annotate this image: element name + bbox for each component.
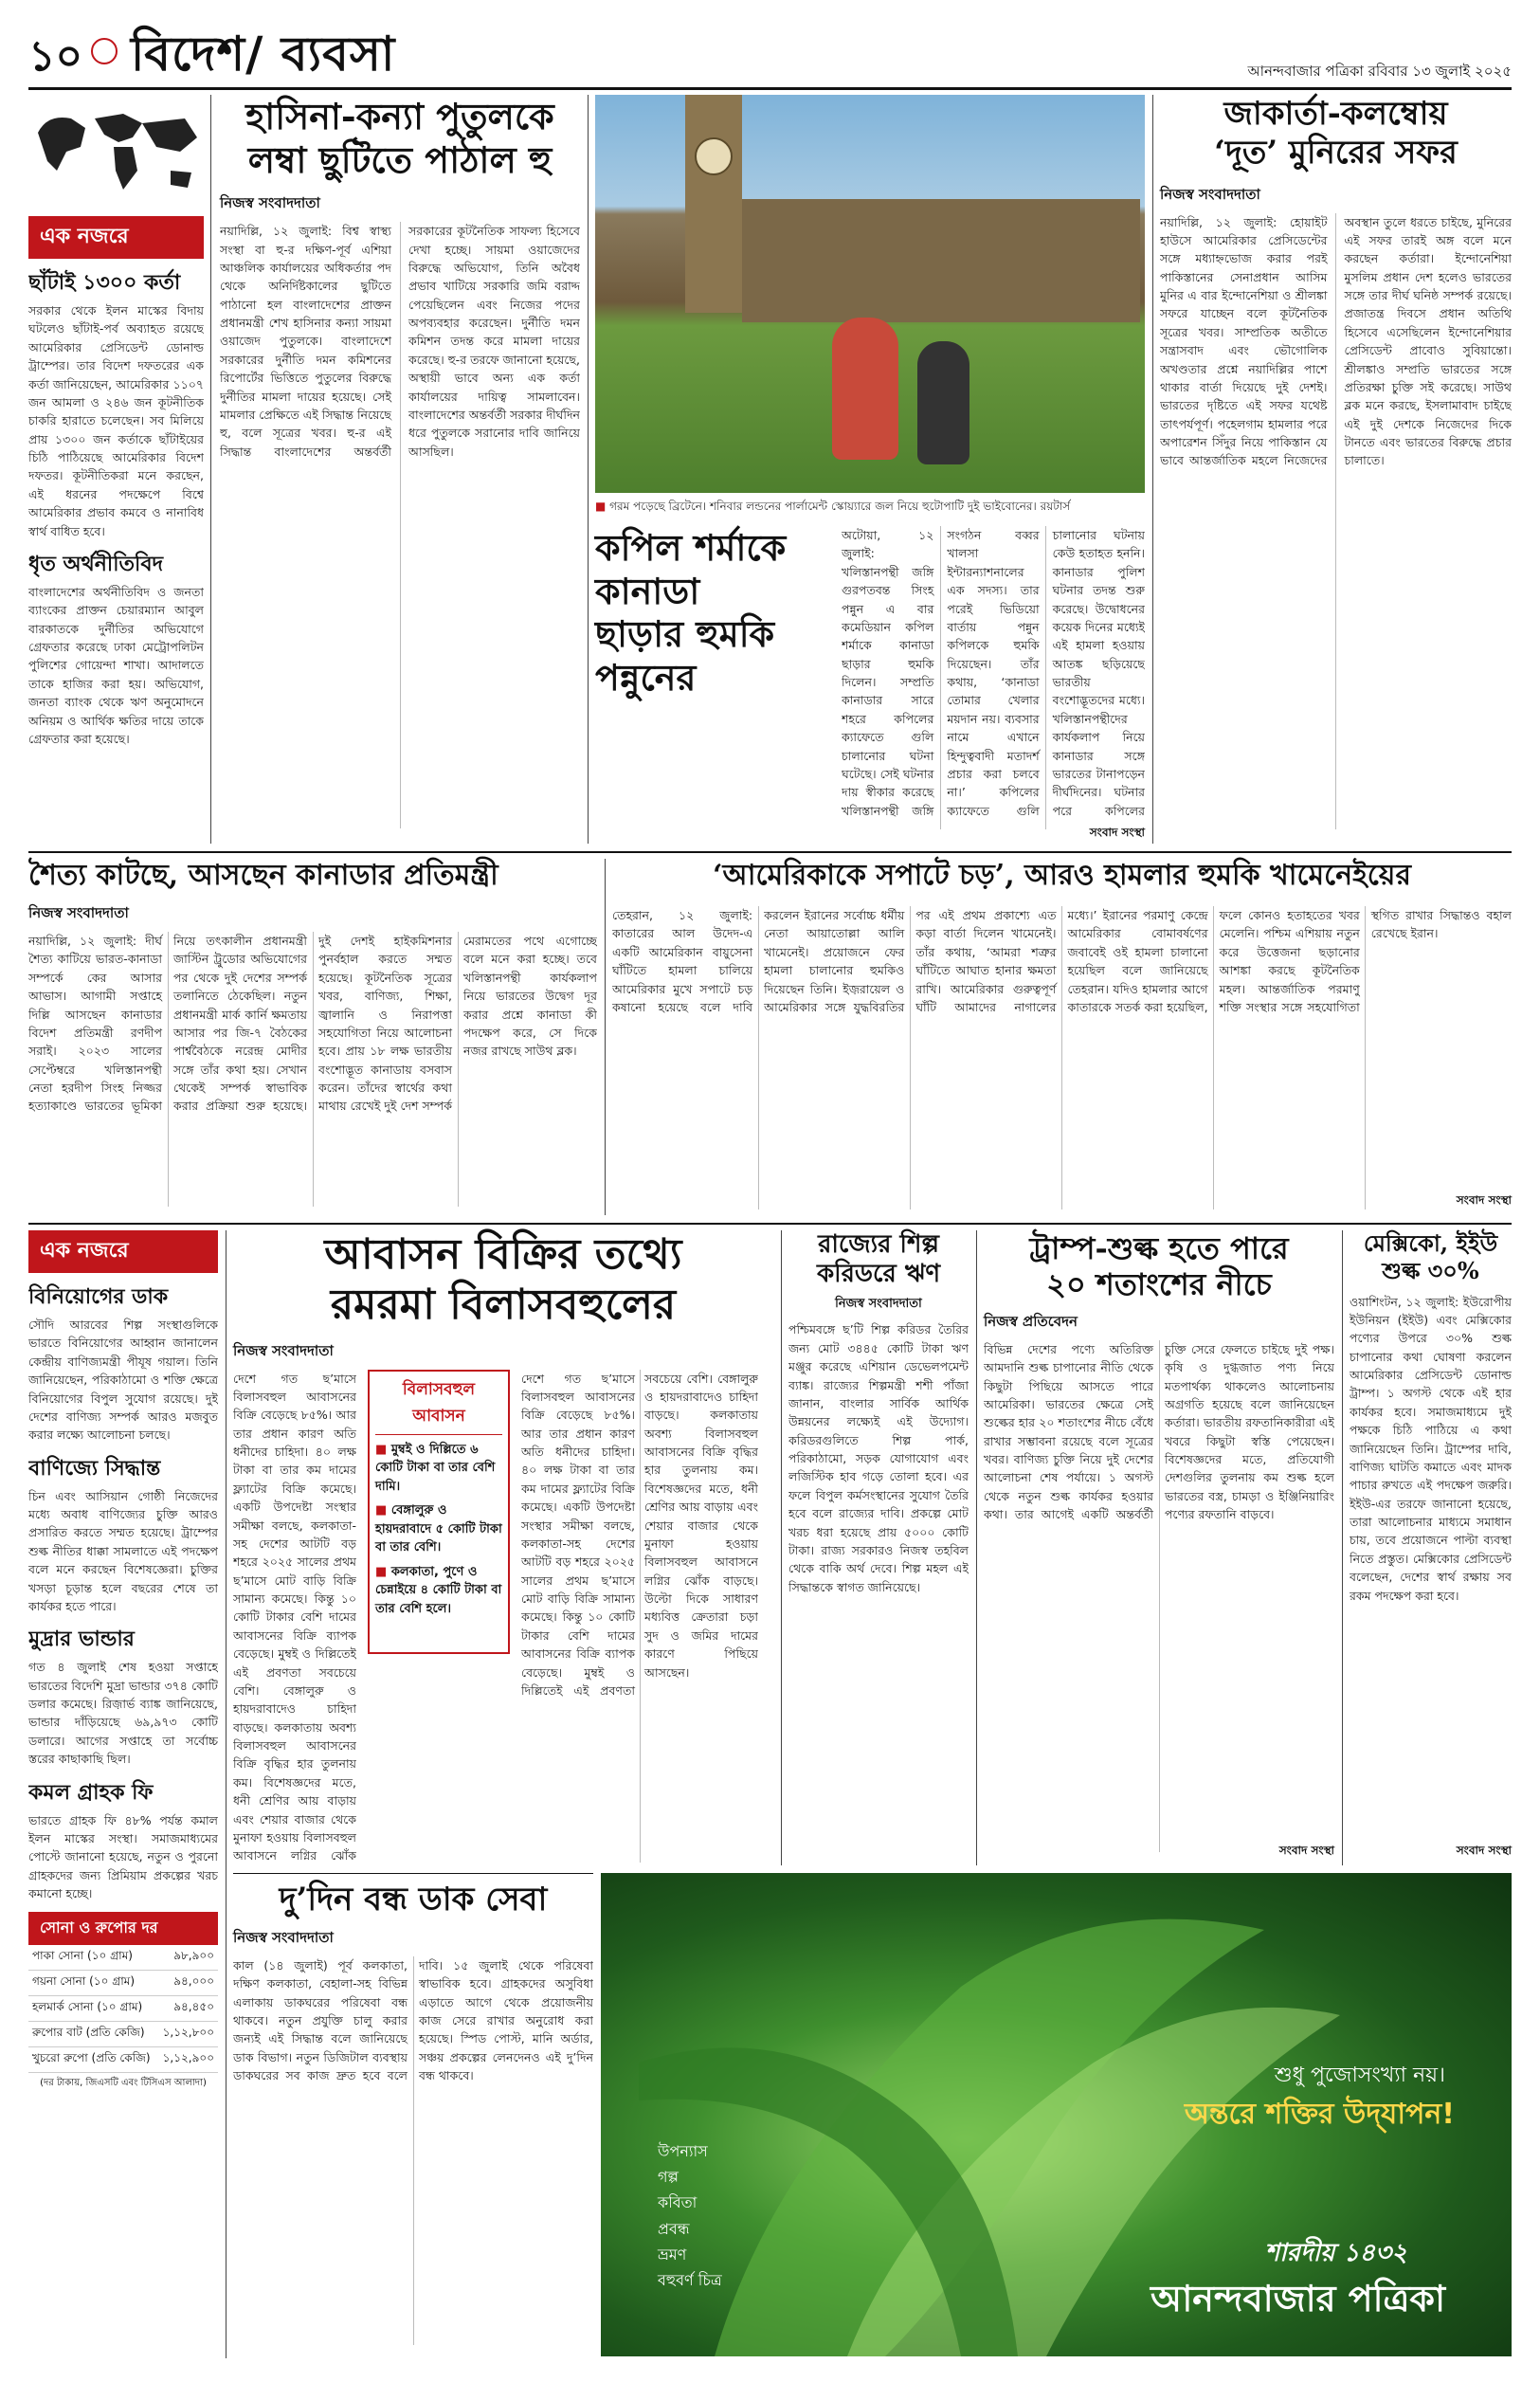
brief-title: মুদ্রার ভান্ডার bbox=[28, 1627, 135, 1652]
dateline: আনন্দবাজার পত্রিকা রবিবার ১৩ জুলাই ২০২৫ bbox=[1247, 63, 1512, 80]
brief-label: এক নজরে bbox=[28, 216, 204, 259]
box-title: বিলাসবহুল আবাসন bbox=[375, 1377, 502, 1435]
headline: ‘আমেরিকাকে সপাটে চড়’, আরও হামলার হুমকি খামেনেইয়ের bbox=[713, 859, 1411, 892]
story-mexico bbox=[1350, 1230, 1512, 1865]
story-canada bbox=[28, 859, 597, 1215]
table-row: হলমার্ক সোনা (১০ গ্রাম) ৯৪,৪৫০ bbox=[28, 1996, 218, 2022]
signoff: সংবাদ সংস্থা bbox=[1451, 1192, 1512, 1211]
brief-text: বাংলাদেশের অর্থনীতিবিদ ও জনতা ব্যাংকের প্রাক্তন চেয়ারম্যান আবুল বারকাতকে দুর্নীতির অভিযোগে গ্রেফতার করেছে ঢাকা মেট্রোপলিটন পুলিশের গোয়েন্দা শাখা। আদালতে তাকে হাজির করা হয়। অভিযোগ, জনতা ব্যাংক থেকে ঋণ অনুমোদনে অনিয়ম ও আর্থিক ক্ষতির দায়ে তাকে গ্রেফতার করা হয়েছে। bbox=[28, 584, 204, 746]
brief-text: ভারতে গ্রাহক ফি ৪৮% পর্যন্ত কমাল ইলন মাস্কের সংস্থা। সমাজমাধ্যমের পোস্টে জানানো হয়েছে, নতুন ও পুরনো গ্রাহকদের জন্য প্রিমিয়াম প্রকল্পের খরচ কমানো হচ্ছে। bbox=[28, 1812, 218, 1900]
left-brief-column bbox=[28, 95, 204, 844]
story-hasina bbox=[220, 95, 580, 844]
story-corridor bbox=[788, 1230, 969, 1865]
page-number: ১০ bbox=[28, 32, 83, 81]
clock-face bbox=[695, 137, 733, 175]
clock-tower bbox=[685, 95, 742, 313]
child-figure bbox=[832, 318, 898, 460]
headline: রাজ্যের শিল্প করিডরে ঋণ bbox=[816, 1230, 941, 1289]
article-body: কাল (১৪ জুলাই) পূর্ব কলকাতা, দক্ষিণ কলকাতা, বেহালা-সহ বিভিন্ন এলাকায় ডাকঘরের পরিষেবা বন্ধ থাকবে। নতুন প্রযুক্তি চালু করার জন্যই এই সিদ্ধান্ত বলে জানিয়েছে ডাক বিভাগ। নতুন ডিজিটাল ব্যবস্থায় ডাকঘরের সব কাজ দ্রুত হবে বলে দাবি। ১৫ জুলাই থেকে পরিষেবা স্বাভাবিক হবে। গ্রাহকদের অসুবিধা এড়াতে আগে থেকে প্রয়োজনীয় কাজ সেরে রাখার অনুরোধ করা হয়েছে। স্পিড পোস্ট, মানি অর্ডার, সঞ্চয় প্রকল্পের লেনদেনও এই দু’দিন বন্ধ থাকবে। bbox=[233, 1957, 593, 2083]
byline: নিজস্ব প্রতিবেদন bbox=[984, 1312, 1078, 1330]
gold-rate-table bbox=[28, 1912, 218, 2092]
box-point: ■ বেঙ্গালুরু ও হায়দরাবাদে ৫ কোটি টাকা বা তার বেশি। bbox=[375, 1503, 502, 1555]
byline: নিজস্ব সংবাদদাতা bbox=[233, 1341, 334, 1359]
brief-title: বাণিজ্যে সিদ্ধান্ত bbox=[28, 1455, 161, 1481]
table-row: খুচরো রুপো (প্রতি কেজি) ১,১২,৯০০ bbox=[28, 2047, 218, 2073]
headline: কপিল শর্মাকে কানাডা ছাড়ার হুমকি পন্নুনের bbox=[595, 526, 787, 699]
ad-tagline-highlight: অন্তরে শক্তির উদ্‌যাপন! bbox=[1184, 2098, 1455, 2131]
logo-mark bbox=[91, 38, 118, 64]
story-iran bbox=[612, 859, 1512, 1215]
headline: মেক্সিকো, ইইউ শুল্ক ৩০% bbox=[1363, 1229, 1498, 1284]
advertisement[interactable] bbox=[601, 1873, 1512, 2356]
info-box bbox=[368, 1370, 510, 1654]
byline: নিজস্ব সংবাদদাতা bbox=[835, 1297, 922, 1312]
article-body: তেহরান, ১২ জুলাই: কাতারের আল উদেদ-এ একটি আমেরিকান বায়ুসেনা ঘাঁটিতে হামলা চালিয়ে আমেরিকার মুখে সপাটে চড় কষানো হয়েছে বলে দাবি করলেন ইরানের সর্বোচ্চ ধর্মীয় নেতা আয়াতোল্লা আলি খামেনেই। প্রয়োজনে ফের হামলা চালানোর হুমকিও দিয়েছেন তিনি। ইজ়রায়েল ও আমেরিকার সঙ্গে যুদ্ধবিরতির পর এই প্রথম প্রকাশ্যে এত কড়া বার্তা দিলেন খামেনেই। তাঁর কথায়, ‘আমরা শত্রুর ঘাঁটিতে আঘাত হানার ক্ষমতা রাখি। আমেরিকার গুরুত্বপূর্ণ ঘাঁটি আমাদের নাগালের মধ্যে।’ ইরানের পরমাণু কেন্দ্রে আমেরিকার বোমাবর্ষণের জবাবেই ওই হামলা চালানো হয়েছিল বলে জানিয়েছে তেহরান। যদিও হামলার আগে কাতারকে সতর্ক করা হয়েছিল, ফলে কোনও হতাহতের খবর মেলেনি। পশ্চিম এশিয়ায় নতুন করে উত্তেজনা ছড়ানোর আশঙ্কা করছে কূটনৈতিক মহল। আন্তর্জাতিক পরমাণু শক্তি সংস্থার সঙ্গে সহযোগিতা স্থগিত রাখার সিদ্ধান্তও বহাল রেখেছে ইরান। bbox=[612, 908, 1512, 1014]
box-point: ■ কলকাতা, পুণে ও চেন্নাইয়ে ৪ কোটি টাকা বা তার বেশি হলে। bbox=[375, 1564, 502, 1616]
article-body-continued: দেশে গত ছ’মাসে বিলাসবহুল আবাসনের বিক্রি বেড়েছে ৮৫%। আর তার প্রধান কারণ অতি ধনীদের চাহিদা। ৪০ লক্ষ টাকা বা তার কম দামের ফ্ল্যাটের বিক্রি কমেছে। একটি উপদেষ্টা সংস্থার সমীক্ষা বলছে, কলকাতা-সহ দেশের আটটি বড় শহরে ২০২৫ সালের প্রথম ছ’মাসে মোট বাড়ি বিক্রি সামান্য কমেছে। কিন্তু ১০ কোটি টাকার বেশি দামের আবাসনের বিক্রি ব্যাপক বেড়েছে। মুম্বই ও দিল্লিতেই এই প্রবণতা সবচেয়ে বেশি। বেঙ্গালুরু ও হায়দরাবাদেও চাহিদা বাড়ছে। কলকাতায় অবশ্য বিলাসবহুল আবাসনের বিক্রি বৃদ্ধির হার তুলনায় কম। বিশেষজ্ঞদের মতে, ধনী শ্রেণির আয় বাড়ায় এবং শেয়ার বাজার থেকে মুনাফা হওয়ায় বিলাসবহুল আবাসনে লগ্নির ঝোঁক বাড়ছে। উল্টো দিকে সাধারণ মধ্যবিত্ত ক্রেতারা চড়া সুদ ও জমির দামের কারণে পিছিয়ে আসছেন। bbox=[521, 1371, 758, 1698]
table-row: রুপোর বাট (প্রতি কেজি) ১,১২,৮০০ bbox=[28, 2022, 218, 2047]
page-header bbox=[28, 19, 1512, 85]
ad-tagline: শুধু পুজোসংখ্যা নয়। bbox=[1274, 2064, 1445, 2087]
ad-brand: আনন্দবাজার পত্রিকা bbox=[1150, 2277, 1445, 2319]
signoff: সংবাদ সংস্থা bbox=[1274, 1843, 1334, 1862]
byline: নিজস্ব সংবাদদাতা bbox=[28, 904, 129, 921]
article-body: নয়াদিল্লি, ১২ জুলাই: বিশ্ব স্বাস্থ্য সংস্থা বা হু-র দক্ষিণ-পূর্ব এশিয়া আঞ্চলিক কার্যালয়ের অধিকর্তার পদ থেকে অনির্দিষ্টকালের ছুটিতে পাঠানো হল বাংলাদেশের প্রাক্তন প্রধানমন্ত্রী শেখ হাসিনার কন্যা সায়মা ওয়াজেদ পুতুলকে। বাংলাদেশে সরকারের দুর্নীতি দমন কমিশনের রিপোর্টের ভিত্তিতে পুতুলের বিরুদ্ধে দুর্নীতির মামলা দায়ের হয়েছে। সেই মামলার প্রেক্ষিতে এই সিদ্ধান্ত নিয়েছে হু, বলে সূত্রের খবর। হু-র এই সিদ্ধান্ত বাংলাদেশের অন্তর্বর্তী সরকারের কূটনৈতিক সাফল্য হিসেবে দেখা হচ্ছে। সায়মা ওয়াজেদের বিরুদ্ধে অভিযোগ, তিনি অবৈধ প্রভাব খাটিয়ে সরকারি জমি বরাদ্দ পেয়েছিলেন এবং নিজের পদের অপব্যবহার করেছেন। দুর্নীতি দমন কমিশন তদন্ত করে মামলা দায়ের করেছে। হু-র তরফে জানানো হয়েছে, অস্থায়ী ভাবে অন্য এক কর্তা কার্যালয়ের দায়িত্ব সামলাবেন। বাংলাদেশের অন্তর্বর্তী সরকার দীর্ঘদিন ধরে পুতুলকে সরানোর দাবি জানিয়ে আসছিল। bbox=[220, 224, 580, 459]
story-post bbox=[233, 1881, 593, 2355]
story-jakarta bbox=[1160, 95, 1512, 844]
box-point: ■ মুম্বই ও দিল্লিতে ৬ কোটি টাকা বা তার বেশি দামি। bbox=[375, 1442, 496, 1494]
brief-title: বিনিয়োগের ডাক bbox=[28, 1284, 169, 1309]
brief-text: গত ৪ জুলাই শেষ হওয়া সপ্তাহে ভারতের বিদেশি মুদ্রা ভান্ডার ৩৭৪ কোটি ডলার কমেছে। রিজ়ার্ভ ব্যাঙ্ক জানিয়েছে, ভান্ডার দাঁড়িয়েছে ৬৯,৯৭৩ কোটি ডলারে। আগের সপ্তাহে তা সর্বোচ্চ স্তরের কাছাকাছি ছিল। bbox=[28, 1660, 218, 1767]
brief-item bbox=[28, 548, 204, 748]
signoff: সংবাদ সংস্থা bbox=[1084, 825, 1145, 844]
headline: আবাসন বিক্রির তথ্যে রমরমা বিলাসবহুলের bbox=[324, 1230, 682, 1329]
brief-item bbox=[28, 1452, 218, 1616]
article-body: নয়াদিল্লি, ১২ জুলাই: হোয়াইট হাউসে আমেরিকার প্রেসিডেন্টের সঙ্গে মধ্যাহ্নভোজ করার পরই পাকিস্তানের সেনাপ্রধান আসিম মুনির এ বার ইন্দোনেশিয়া ও শ্রীলঙ্কা সফরে যাচ্ছেন বলে কূটনৈতিক সূত্রের খবর। সাম্প্রতিক অতীতে সন্ত্রাসবাদ এবং ভৌগোলিক অখণ্ডতার প্রশ্নে নয়াদিল্লির পাশে থাকার বার্তা দিয়েছে দুই দেশই। ভারতের দৃষ্টিতে এই সফর যথেষ্ট তাৎপর্যপূর্ণ। পহেলগাম হামলার পরে অপারেশন সিঁদুর নিয়ে পাকিস্তান যে ভাবে আন্তর্জাতিক মহলে নিজেদের অবস্থান তুলে ধরতে চাইছে, মুনিরের এই সফর তারই অঙ্গ বলে মনে করছেন কর্তারা। ইন্দোনেশিয়া মুসলিম প্রধান দেশ হলেও ভারতের সঙ্গে তার দীর্ঘ ঘনিষ্ঠ সম্পর্ক রয়েছে। প্রজাতন্ত্র দিবসে প্রধান অতিথি হিসেবে এসেছিলেন ইন্দোনেশিয়ার প্রেসিডেন্ট প্রাবোও সুবিয়ান্তো। শ্রীলঙ্কাও সম্প্রতি ভারতের সঙ্গে প্রতিরক্ষা চুক্তি সই করেছে। সাউথ ব্লক মনে করছে, ইসলামাবাদ চাইছে এই দুই দেশকে নিজেদের দিকে টানতে এবং ভারতের বিরুদ্ধে প্রচার চালাতে। bbox=[1160, 214, 1512, 468]
byline: নিজস্ব সংবাদদাতা bbox=[220, 194, 320, 212]
table-row: গয়না সোনা (১০ গ্রাম) ৯৪,০০০ bbox=[28, 1971, 218, 1996]
world-map-icon bbox=[28, 95, 204, 209]
parliament-building bbox=[742, 199, 1140, 322]
table-title: সোনা ও রুপোর দর bbox=[28, 1912, 218, 1945]
ad-brand-line: শারদীয় ১৪৩২ bbox=[1264, 2239, 1407, 2267]
article-body: নয়াদিল্লি, ১২ জুলাই: দীর্ঘ শৈত্য কাটিয়ে ভারত-কানাডা সম্পর্কে কের আসার আভাস। আগামী সপ্তাহে দিল্লি আসছেন কানাডার বিদেশ প্রতিমন্ত্রী রণদীপ সরাই। ২০২৩ সালের সেপ্টেম্বরে খলিস্তানপন্থী নেতা হরদীপ সিংহ নিজ্জর হত্যাকাণ্ডে ভারতের ভূমিকা নিয়ে তৎকালীন প্রধানমন্ত্রী জাস্টিন ট্রুডোর অভিযোগের পর থেকে দুই দেশের সম্পর্ক তলানিতে ঠেকেছিল। নতুন প্রধানমন্ত্রী মার্ক কার্নি ক্ষমতায় আসার পর জি-৭ বৈঠকের পার্শ্ববৈঠকে নরেন্দ্র মোদীর সঙ্গে তাঁর কথা হয়। সেখান থেকেই সম্পর্ক স্বাভাবিক করার প্রক্রিয়া শুরু হয়েছে। দুই দেশই হাইকমিশনার পুনর্বহাল করতে সম্মত হয়েছে। কূটনৈতিক সূত্রের খবর, বাণিজ্য, শিক্ষা, জ্বালানি ও নিরাপত্তা সহযোগিতা নিয়ে আলোচনা হবে। প্রায় ১৮ লক্ষ ভারতীয় বংশোদ্ভূত কানাডায় বসবাস করেন। তাঁদের স্বার্থের কথা মাথায় রেখেই দুই দেশ সম্পর্ক মেরামতের পথে এগোচ্ছে বলে মনে করা হচ্ছে। তবে খলিস্তানপন্থী কার্যকলাপ নিয়ে ভারতের উদ্বেগ দূর করার প্রশ্নে কানাডা কী পদক্ষেপ করে, সে দিকে নজর রাখছে সাউথ ব্লক। bbox=[28, 934, 597, 1114]
brief-item bbox=[28, 1776, 218, 1903]
headline: শৈত্য কাটছে, আসছেন কানাডার প্রতিমন্ত্রী bbox=[28, 859, 498, 892]
headline: জাকার্তা-কলম্বোয় ‘দূত’ মুনিরের সফর bbox=[1214, 95, 1458, 172]
brief-item bbox=[28, 1623, 218, 1768]
news-photo: ■ গরম পড়েছে ব্রিটেনে। শনিবার লন্ডনের পার্লামেন্ট স্কোয়্যারে জল নিয়ে হুটোপাটি দুই ভাইবোনের। রয়টার্স bbox=[595, 95, 1145, 517]
brief-text: চিন এবং আসিয়ান গোষ্ঠী নিজেদের মধ্যে অবাধ বাণিজ্যের চুক্তি আরও প্রসারিত করতে সম্মত হয়েছে। ট্রাম্পের শুল্ক নীতির ধাক্কা সামলাতে এই পদক্ষেপ বলে মনে করছেন বিশেষজ্ঞেরা। চুক্তির খসড়া চূড়ান্ত হলে বছরের শেষে তা কার্যকর হতে পারে। bbox=[28, 1488, 218, 1613]
brief-title: ছাঁটাই ১৩০০ কর্তা bbox=[28, 270, 181, 295]
byline: নিজস্ব সংবাদদাতা bbox=[1160, 185, 1260, 203]
signoff: সংবাদ সংস্থা bbox=[1451, 1843, 1512, 1862]
table-note: (দর টাকায়, জিএসটি এবং টিসিএস আলাদা) bbox=[40, 2078, 207, 2089]
headline: দু’দিন বন্ধ ডাক সেবা bbox=[279, 1881, 548, 1918]
brief-title: কমল গ্রাহক ফি bbox=[28, 1779, 154, 1805]
brief-item bbox=[28, 1281, 218, 1445]
left-brief-column-2 bbox=[28, 1230, 218, 2358]
brief-item bbox=[28, 266, 204, 540]
article-body: ওয়াশিংটন, ১২ জুলাই: ইউরোপীয় ইউনিয়ন (ইইউ) এবং মেক্সিকোর পণ্যের উপরে ৩০% শুল্ক চাপানোর কথা ঘোষণা করলেন আমেরিকার প্রেসিডেন্ট ডোনাল্ড ট্রাম্প। ১ অগস্ট থেকে এই হার কার্যকর হবে। সমাজমাধ্যমে দুই পক্ষকে চিঠি পাঠিয়ে এ কথা জানিয়েছেন তিনি। ট্রাম্পের দাবি, বাণিজ্য ঘাটতি কমাতে এবং মাদক পাচার রুখতে এই পদক্ষেপ জরুরি। ইইউ-এর তরফে জানানো হয়েছে, তারা আলোচনার মাধ্যমে সমাধান চায়, তবে প্রয়োজনে পাল্টা ব্যবস্থা নিতে প্রস্তুত। মেক্সিকোর প্রেসিডেন্ট বলেছেন, দেশের স্বার্থ রক্ষায় সব রকম পদক্ষেপ করা হবে। bbox=[1350, 1294, 1512, 1603]
ad-list: উপন্যাস গল্প কবিতা প্রবন্ধ ভ্রমণ বহুবর্ণ চিত্র bbox=[658, 2142, 722, 2289]
article-body: পশ্চিমবঙ্গে ছ’টি শিল্প করিডর তৈরির জন্য মোট ৩৪৪৫ কোটি টাকা ঋণ মঞ্জুর করেছে এশিয়ান ডেভেলপমেন্ট ব্যাঙ্ক। রাজ্যের শিল্পমন্ত্রী শশী পাঁজা জানান, বাংলার সার্বিক আর্থিক উন্নয়নের লক্ষ্যেই এই উদ্যোগ। করিডরগুলিতে শিল্প পার্ক, পরিকাঠামো, সড়ক যোগাযোগ এবং লজিস্টিক হাব গড়ে তোলা হবে। এর ফলে বিপুল কর্মসংস্থানের সুযোগ তৈরি হবে বলে রাজ্যের দাবি। প্রকল্পে মোট খরচ ধরা হয়েছে প্রায় ৫০০০ কোটি টাকা। রাজ্য সরকারও নিজস্ব তহবিল থেকে বাকি অর্থ দেবে। শিল্প মহল এই সিদ্ধান্তকে স্বাগত জানিয়েছে। bbox=[788, 1322, 969, 1594]
table-row: পাকা সোনা (১০ গ্রাম) ৯৮,৯০০ bbox=[28, 1945, 218, 1971]
article-body: অটোয়া, ১২ জুলাই: খলিস্তানপন্থী জঙ্গি গুরপতবন্ত সিংহ পন্নুন এ বার কমেডিয়ান কপিল শর্মাকে কানাডা ছাড়ার হুমকি দিলেন। সম্প্রতি কানাডার সারে শহরে কপিলের ক্যাফেতে গুলি চালানোর ঘটনা ঘটেছে। সেই ঘটনার দায় স্বীকার করেছে খলিস্তানপন্থী জঙ্গি সংগঠন বব্বর খালসা ইন্টারন্যাশনালের এক সদস্য। তার পরেই ভিডিয়ো বার্তায় পন্নুন কপিলকে হুমকি দিয়েছেন। তাঁর কথায়, ‘কানাডা তোমার খেলার ময়দান নয়। ব্যবসার নামে এখানে হিন্দুত্ববাদী মতাদর্শ প্রচার করা চলবে না।’ কপিলের ক্যাফেতে গুলি চালানোর ঘটনায় কেউ হতাহত হননি। কানাডার পুলিশ ঘটনার তদন্ত শুরু করেছে। উদ্বোধনের কয়েক দিনের মধ্যেই এই হামলা হওয়ায় আতঙ্ক ছড়িয়েছে ভারতীয় বংশোদ্ভূতদের মধ্যে। খলিস্তানপন্থীদের কার্যকলাপ নিয়ে কানাডার সঙ্গে ভারতের টানাপড়েন দীর্ঘদিনের। ঘটনার পরে কপিলের bbox=[842, 528, 1145, 818]
article-body: দেশে গত ছ’মাসে বিলাসবহুল আবাসনের বিক্রি বেড়েছে ৮৫%। আর তার প্রধান কারণ অতি ধনীদের চাহিদা। ৪০ লক্ষ টাকা বা তার কম দামের ফ্ল্যাটের বিক্রি কমেছে। একটি উপদেষ্টা সংস্থার সমীক্ষা বলছে, কলকাতা-সহ দেশের আটটি বড় শহরে ২০২৫ সালের প্রথম ছ’মাসে মোট বাড়ি বিক্রি সামান্য কমেছে। কিন্তু ১০ কোটি টাকার বেশি দামের আবাসনের বিক্রি ব্যাপক বেড়েছে। মুম্বই ও দিল্লিতেই এই প্রবণতা সবচেয়ে বেশি। বেঙ্গালুরু ও হায়দরাবাদেও চাহিদা বাড়ছে। কলকাতায় অবশ্য বিলাসবহুল আবাসনের বিক্রি বৃদ্ধির হার তুলনায় কম। বিশেষজ্ঞদের মতে, ধনী শ্রেণির আয় বাড়ায় এবং শেয়ার বাজার থেকে মুনাফা হওয়ায় বিলাসবহুল আবাসনে লগ্নির ঝোঁক bbox=[233, 1371, 356, 1863]
byline: নিজস্ব সংবাদদাতা bbox=[233, 1928, 334, 1946]
story-housing bbox=[233, 1230, 773, 1865]
story-kapil bbox=[595, 526, 1145, 844]
child-figure bbox=[917, 341, 969, 464]
story-trump bbox=[984, 1230, 1334, 1865]
headline: হাসিনা-কন্যা পুতুলকে লম্বা ছুটিতে পাঠাল হু bbox=[245, 95, 554, 181]
section-title: বিদেশ/ ব্যবসা bbox=[131, 26, 396, 82]
photo-caption: গরম পড়েছে ব্রিটেনে। শনিবার লন্ডনের পার্লামেন্ট স্কোয়্যারে জল নিয়ে হুটোপাটি দুই ভাইবোনের। রয়টার্স bbox=[609, 500, 1071, 513]
article-body: বিভিন্ন দেশের পণ্যে অতিরিক্ত আমদানি শুল্ক চাপানোর নীতি থেকে কিছুটা পিছিয়ে আসতে পারে আমেরিকা। ভারতের ক্ষেত্রে সেই শুল্কের হার ২০ শতাংশের নীচে বেঁধে রাখার সম্ভাবনা রয়েছে বলে সূত্রের খবর। বাণিজ্য চুক্তি নিয়ে দুই দেশের আলোচনা শেষ পর্যায়ে। ১ অগস্ট থেকে নতুন শুল্ক কার্যকর হওয়ার কথা। তার আগেই একটি অন্তর্বর্তী চুক্তি সেরে ফেলতে চাইছে দুই পক্ষ। কৃষি ও দুগ্ধজাত পণ্য নিয়ে মতপার্থক্য থাকলেও আলোচনায় অগ্রগতি হয়েছে বলে জানিয়েছেন কর্তারা। ভারতীয় রফতানিকারীরা এই খবরে কিছুটা স্বস্তি পেয়েছেন। বিশেষজ্ঞদের মতে, প্রতিযোগী দেশগুলির তুলনায় কম শুল্ক হলে ভারতের বস্ত্র, চামড়া ও ইঞ্জিনিয়ারিং পণ্যের রফতানি বাড়বে। bbox=[984, 1341, 1334, 1522]
headline: ট্রাম্প-শুল্ক হতে পারে ২০ শতাংশের নীচে bbox=[1029, 1230, 1289, 1303]
brief-title: ধৃত অর্থনীতিবিদ bbox=[28, 551, 164, 576]
brief-text: সরকার থেকে ইলন মাস্কের বিদায় ঘটলেও ছাঁটাই-পর্ব অব্যাহত রয়েছে আমেরিকার প্রেসিডেন্ট ডোনাল্ড ট্রাম্পের। তার বিদেশ দফতরের এক কর্তা জানিয়েছেন, আমেরিকার ১১০৭ জন আমলা ও ২৪৬ জন কূটনীতিক চাকরি হারাতে চলেছেন। সব মিলিয়ে প্রায় ১৩০০ জন কর্তাকে ছাঁটাইয়ের চিঠি পাঠিয়েছে আমেরিকার বিদেশ দফতর। কূটনীতিকরা মনে করছেন, এই ধরনের পদক্ষেপে বিশ্বে আমেরিকার প্রভাব কমবে ও নানাবিধ স্বার্থ বাধিত হবে। bbox=[28, 303, 204, 538]
brief-text: সৌদি আরবের শিল্প সংস্থাগুলিকে ভারতে বিনিয়োগের আহ্বান জানালেন কেন্দ্রীয় বাণিজ্যমন্ত্রী পীযূষ গয়াল। তিনি জানিয়েছেন, পরিকাঠামো ও শক্তি ক্ষেত্রে বিনিয়োগের বিপুল সুযোগ রয়েছে। দুই দেশের বাণিজ্য সম্পর্ক আরও মজবুত করার লক্ষ্যে আলোচনা চলছে। bbox=[28, 1318, 218, 1443]
brief-label: এক নজরে bbox=[28, 1230, 218, 1273]
